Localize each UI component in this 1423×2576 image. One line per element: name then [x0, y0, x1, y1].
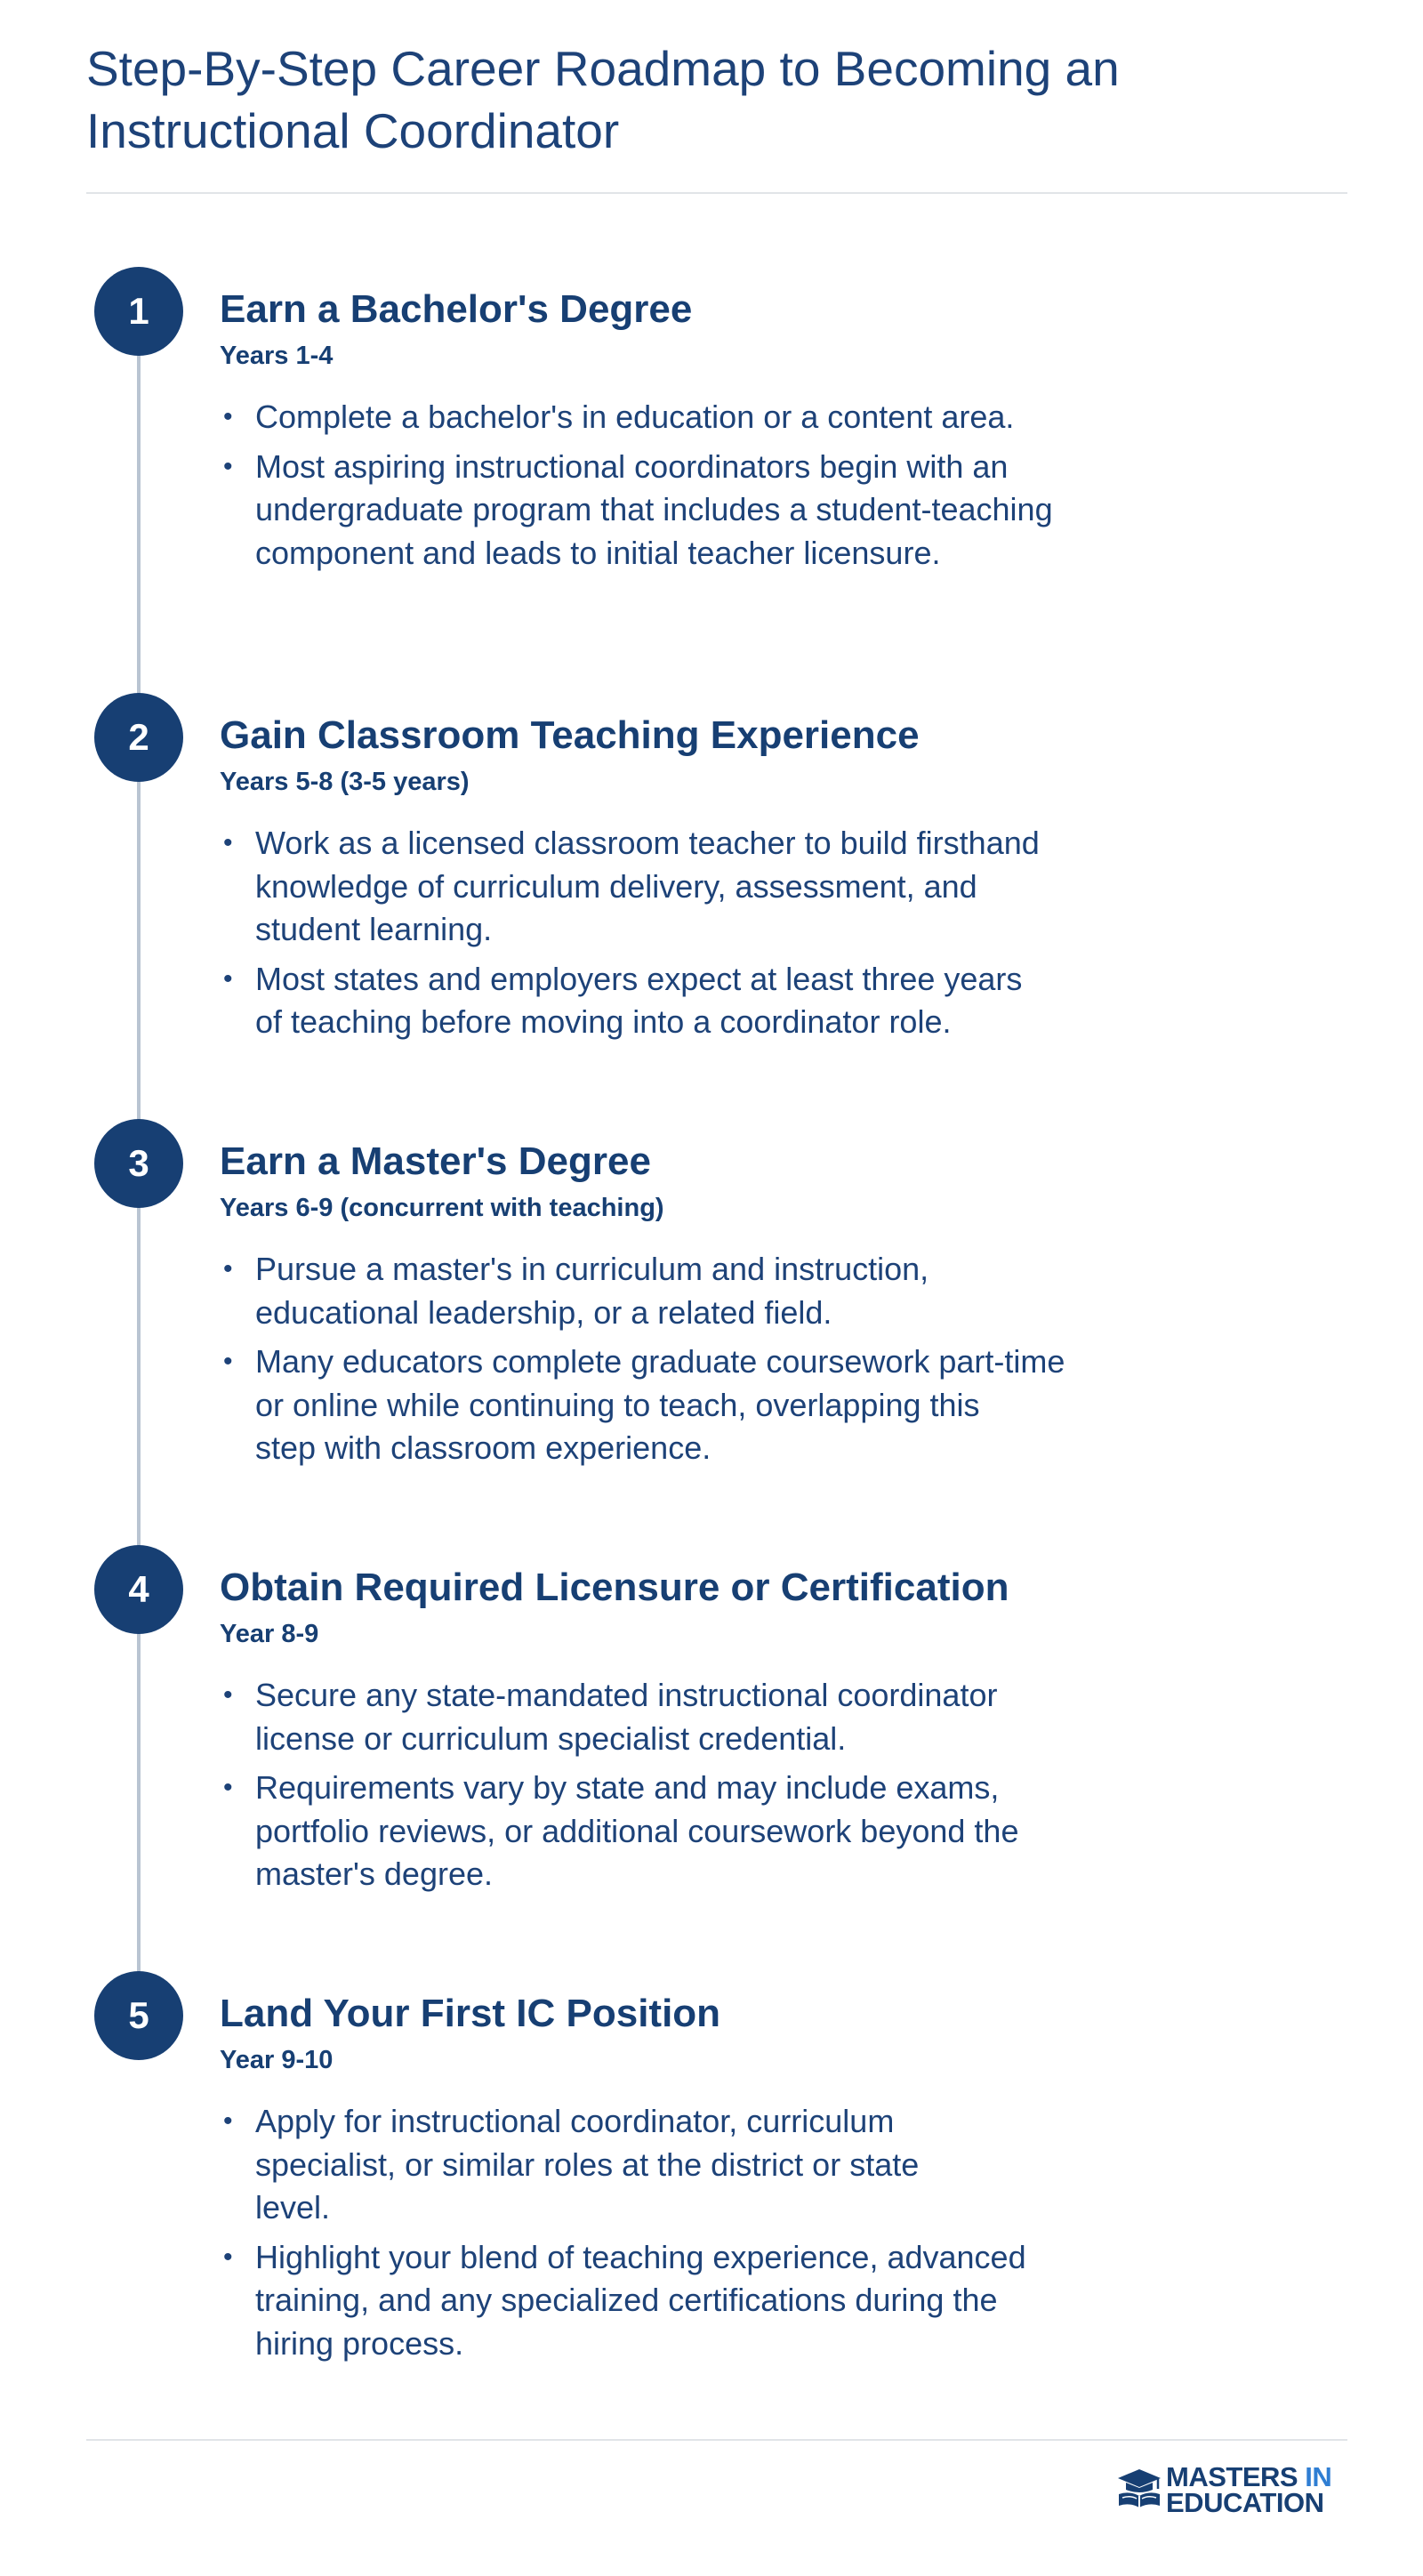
step-bullet [220, 396, 1053, 439]
logo-word-education: EDUCATION [1166, 2487, 1324, 2518]
step-title: Earn a Master's Degree [220, 1139, 651, 1183]
bullet-dot-icon: • [223, 1347, 233, 1376]
bullet-dot-icon: • [223, 2106, 233, 2136]
top-divider [86, 192, 1347, 194]
step-bullet [220, 958, 1040, 1044]
page-title [86, 37, 1242, 162]
bullet-line: Work as a licensed classroom teacher to build firsthand [255, 825, 1040, 861]
bullet-dot-icon: • [223, 1680, 233, 1710]
bullet-line: specialist, or similar roles at the district or state [255, 2145, 920, 2183]
bullet-line: step with classroom experience. [255, 1429, 712, 1466]
masters-in-education-logo [1116, 2460, 1347, 2517]
bullet-line: Highlight your blend of teaching experience, advanced [255, 2238, 1026, 2275]
bullet-line: student learning. [255, 911, 493, 947]
logo-word-in: IN [1305, 2461, 1332, 2492]
step-bullet [220, 2236, 1026, 2366]
bullet-line: hiring process. [255, 2324, 464, 2362]
step-bullet [220, 822, 1040, 952]
step-title: Gain Classroom Teaching Experience [220, 713, 920, 757]
bullet-line: Many educators complete graduate coursework part-time [255, 1343, 1065, 1380]
bullet-line: master's degree. [255, 1856, 493, 1892]
bullet-dot-icon: • [223, 2242, 233, 2272]
step-years: Years 5-8 (3-5 years) [220, 768, 470, 796]
step-bullet-list [220, 1248, 1065, 1477]
bullet-dot-icon: • [223, 1254, 233, 1284]
step-bullet [220, 1248, 1065, 1334]
bullet-line: knowledge of curriculum delivery, assessment, and [255, 867, 977, 905]
bullet-line: undergraduate program that includes a student-teaching [255, 491, 1053, 527]
bullet-line: portfolio reviews, or additional coursework beyond the [255, 1812, 1019, 1849]
step-years: Years 1-4 [220, 342, 334, 370]
step-bullet [220, 2100, 1026, 2230]
bullet-line: educational leadership, or a related field. [255, 1293, 832, 1331]
bullet-line: level. [255, 2189, 331, 2226]
page-title-line-2: Instructional Coordinator [86, 103, 620, 158]
logo-word-masters: MASTERS [1166, 2461, 1298, 2492]
step-number-badge: 1 [94, 267, 183, 356]
bullet-line: Most states and employers expect at least three years [255, 960, 1023, 997]
step-number-badge: 2 [94, 693, 183, 782]
step-bullet [220, 446, 1053, 576]
step-bullet-list [220, 1674, 1018, 1903]
graduation-cap-book-icon [1116, 2466, 1162, 2512]
bullet-line: Most aspiring instructional coordinators begin with an [255, 447, 1009, 485]
step-years: Year 9-10 [220, 2046, 334, 2074]
step-title: Land Your First IC Position [220, 1992, 721, 2035]
step-bullet [220, 1767, 1018, 1896]
bullet-dot-icon: • [223, 1773, 233, 1802]
bullet-line: or online while continuing to teach, overlapping this [255, 1386, 980, 1423]
bullet-dot-icon: • [223, 828, 233, 857]
bullet-line: component and leads to initial teacher licensure. [255, 534, 941, 571]
step-title: Earn a Bachelor's Degree [220, 287, 693, 331]
step-bullet [220, 1674, 1018, 1760]
bullet-dot-icon: • [223, 451, 233, 481]
step-title: Obtain Required Licensure or Certification [220, 1566, 1009, 1609]
step-years: Years 6-9 (concurrent with teaching) [220, 1194, 664, 1222]
bullet-line: Pursue a master's in curriculum and instruction, [255, 1251, 929, 1287]
bullet-dot-icon: • [223, 402, 233, 431]
step-number-badge: 4 [94, 1545, 183, 1634]
bullet-line: training, and any specialized certifications during the [255, 2282, 998, 2318]
step-bullet-list [220, 396, 1053, 581]
step-number-badge: 3 [94, 1119, 183, 1208]
logo-wordmark [1166, 2461, 1332, 2518]
page-title-line-1: Step-By-Step Career Roadmap to Becoming an [86, 41, 1120, 96]
bottom-divider [86, 2439, 1347, 2441]
step-bullet-list [220, 2100, 1026, 2371]
bullet-dot-icon: • [223, 963, 233, 994]
bullet-line: Requirements vary by state and may include exams, [255, 1769, 1000, 1806]
bullet-line: Apply for instructional coordinator, curriculum [255, 2103, 895, 2139]
bullet-line: license or curriculum specialist credential. [255, 1719, 847, 1757]
bullet-line: Secure any state-mandated instructional coordinator [255, 1677, 998, 1713]
bullet-line: Complete a bachelor's in education or a content area. [255, 398, 1015, 435]
step-bullet-list [220, 822, 1040, 1051]
step-number-badge: 5 [94, 1971, 183, 2060]
step-bullet [220, 1340, 1065, 1470]
step-years: Year 8-9 [220, 1620, 319, 1648]
bullet-line: of teaching before moving into a coordinator role. [255, 1003, 952, 1040]
